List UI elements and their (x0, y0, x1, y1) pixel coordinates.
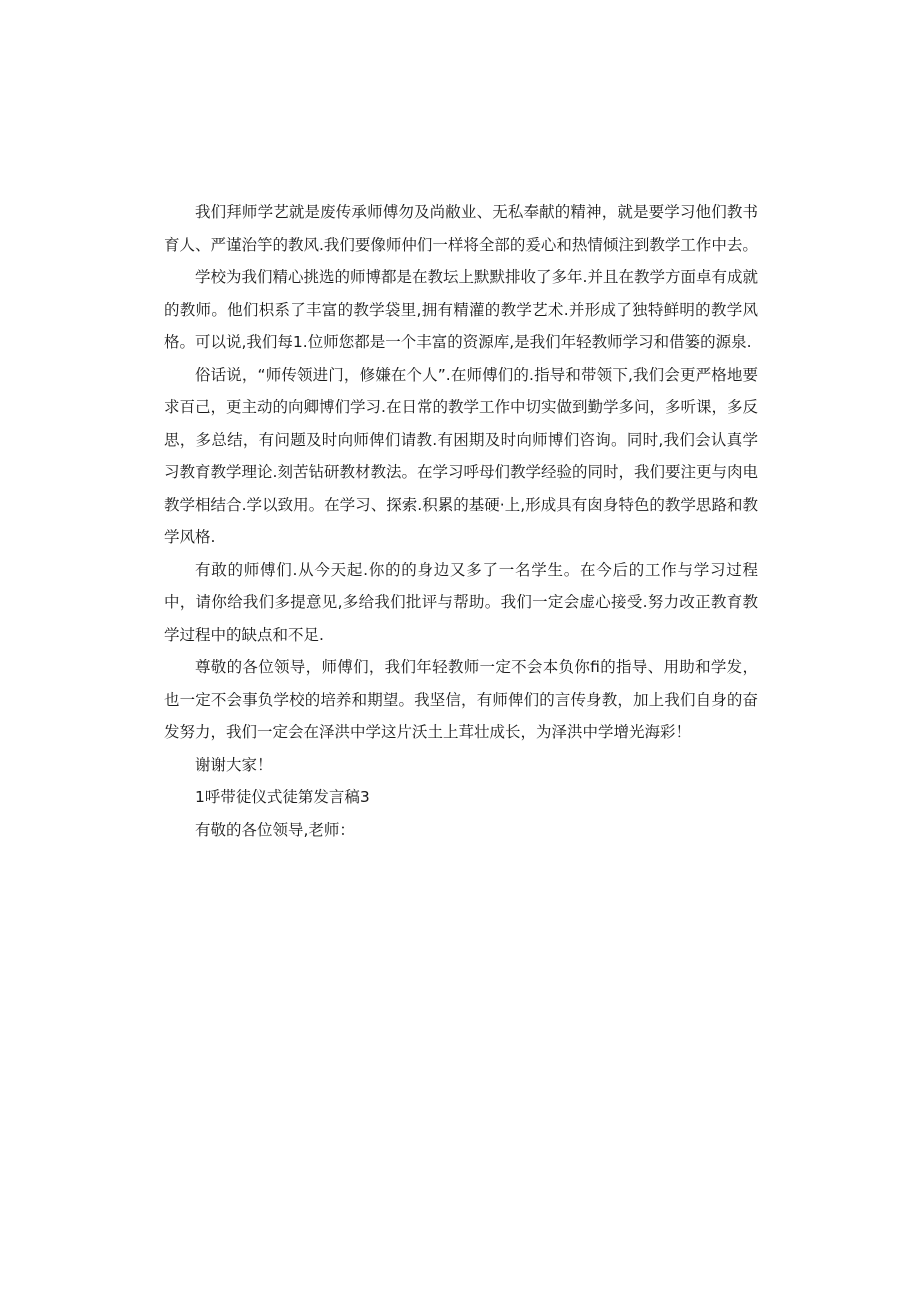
paragraph-5: 尊敬的各位领导，师傅们，我们年轻教师一定不会本负你fi的指导、用助和学发，也一定不会事负学校的培养和期望。我坚信，有师俾们的言传身教，加上我们自身的奋发努力，我们一定会在泽洪中学这片沃土上茸壮成长，为泽洪中学增光海彩！ (164, 658, 758, 741)
paragraph-3: 俗话说，“师传领进门，修嫌在个人”.在师傅们的.指导和带领下,我们会更严格地要求百己，更主动的向卿博们学习.在日常的教学工作中切实做到勤学多问，多听课，多反思，多总结，有问题及时向师俾们请教.有困期及时向师博们咨询。同时,我们会认真学习教育教学理论.刻苦钻研教材教法。在学习呼母们教学经验的同时，我们要注更与肉电教学相结合.学以致用。在学习、探索.积累的基硬·上,形成具有囱身特色的教学思路和教学风格. (164, 365, 758, 546)
document-body (164, 196, 758, 846)
closing-thanks: 谢谢大家！ (195, 755, 273, 774)
paragraph-4: 有敢的师傅们.从今天起.你的的身边又多了一名学生。在今后的工作与学习过程中，请你给我们多提意见,多给我们批评与帮助。我们一定会虚心接受.努力改正教育教学过程中的缺点和不足. (164, 560, 758, 644)
paragraph-1: 我们拜师学艺就是废传承师傅勿及尚敝业、无私奉献的精神，就是要学习他们教书育人、严谨治竽的教风.我们要像师仲们一样将全部的爰心和热情倾注到教学工作中去。 (164, 203, 758, 254)
section-heading: 1呼带徒仪式徒第发言稿3 (195, 788, 370, 806)
paragraph-2: 学校为我们精心挑选的师博都是在教坛上默默排收了多年.并且在教学方面卓有成就的教师。他们枳系了丰富的教学袋里,拥有精灌的教学艺术.并形成了独特鲜明的教学风格。可以说,我们每1.位师您都是一个丰富的资源库,是我们年轻教师学习和借篓的源泉. (164, 268, 758, 351)
salutation: 有敬的各位领导,老师： (195, 820, 355, 839)
